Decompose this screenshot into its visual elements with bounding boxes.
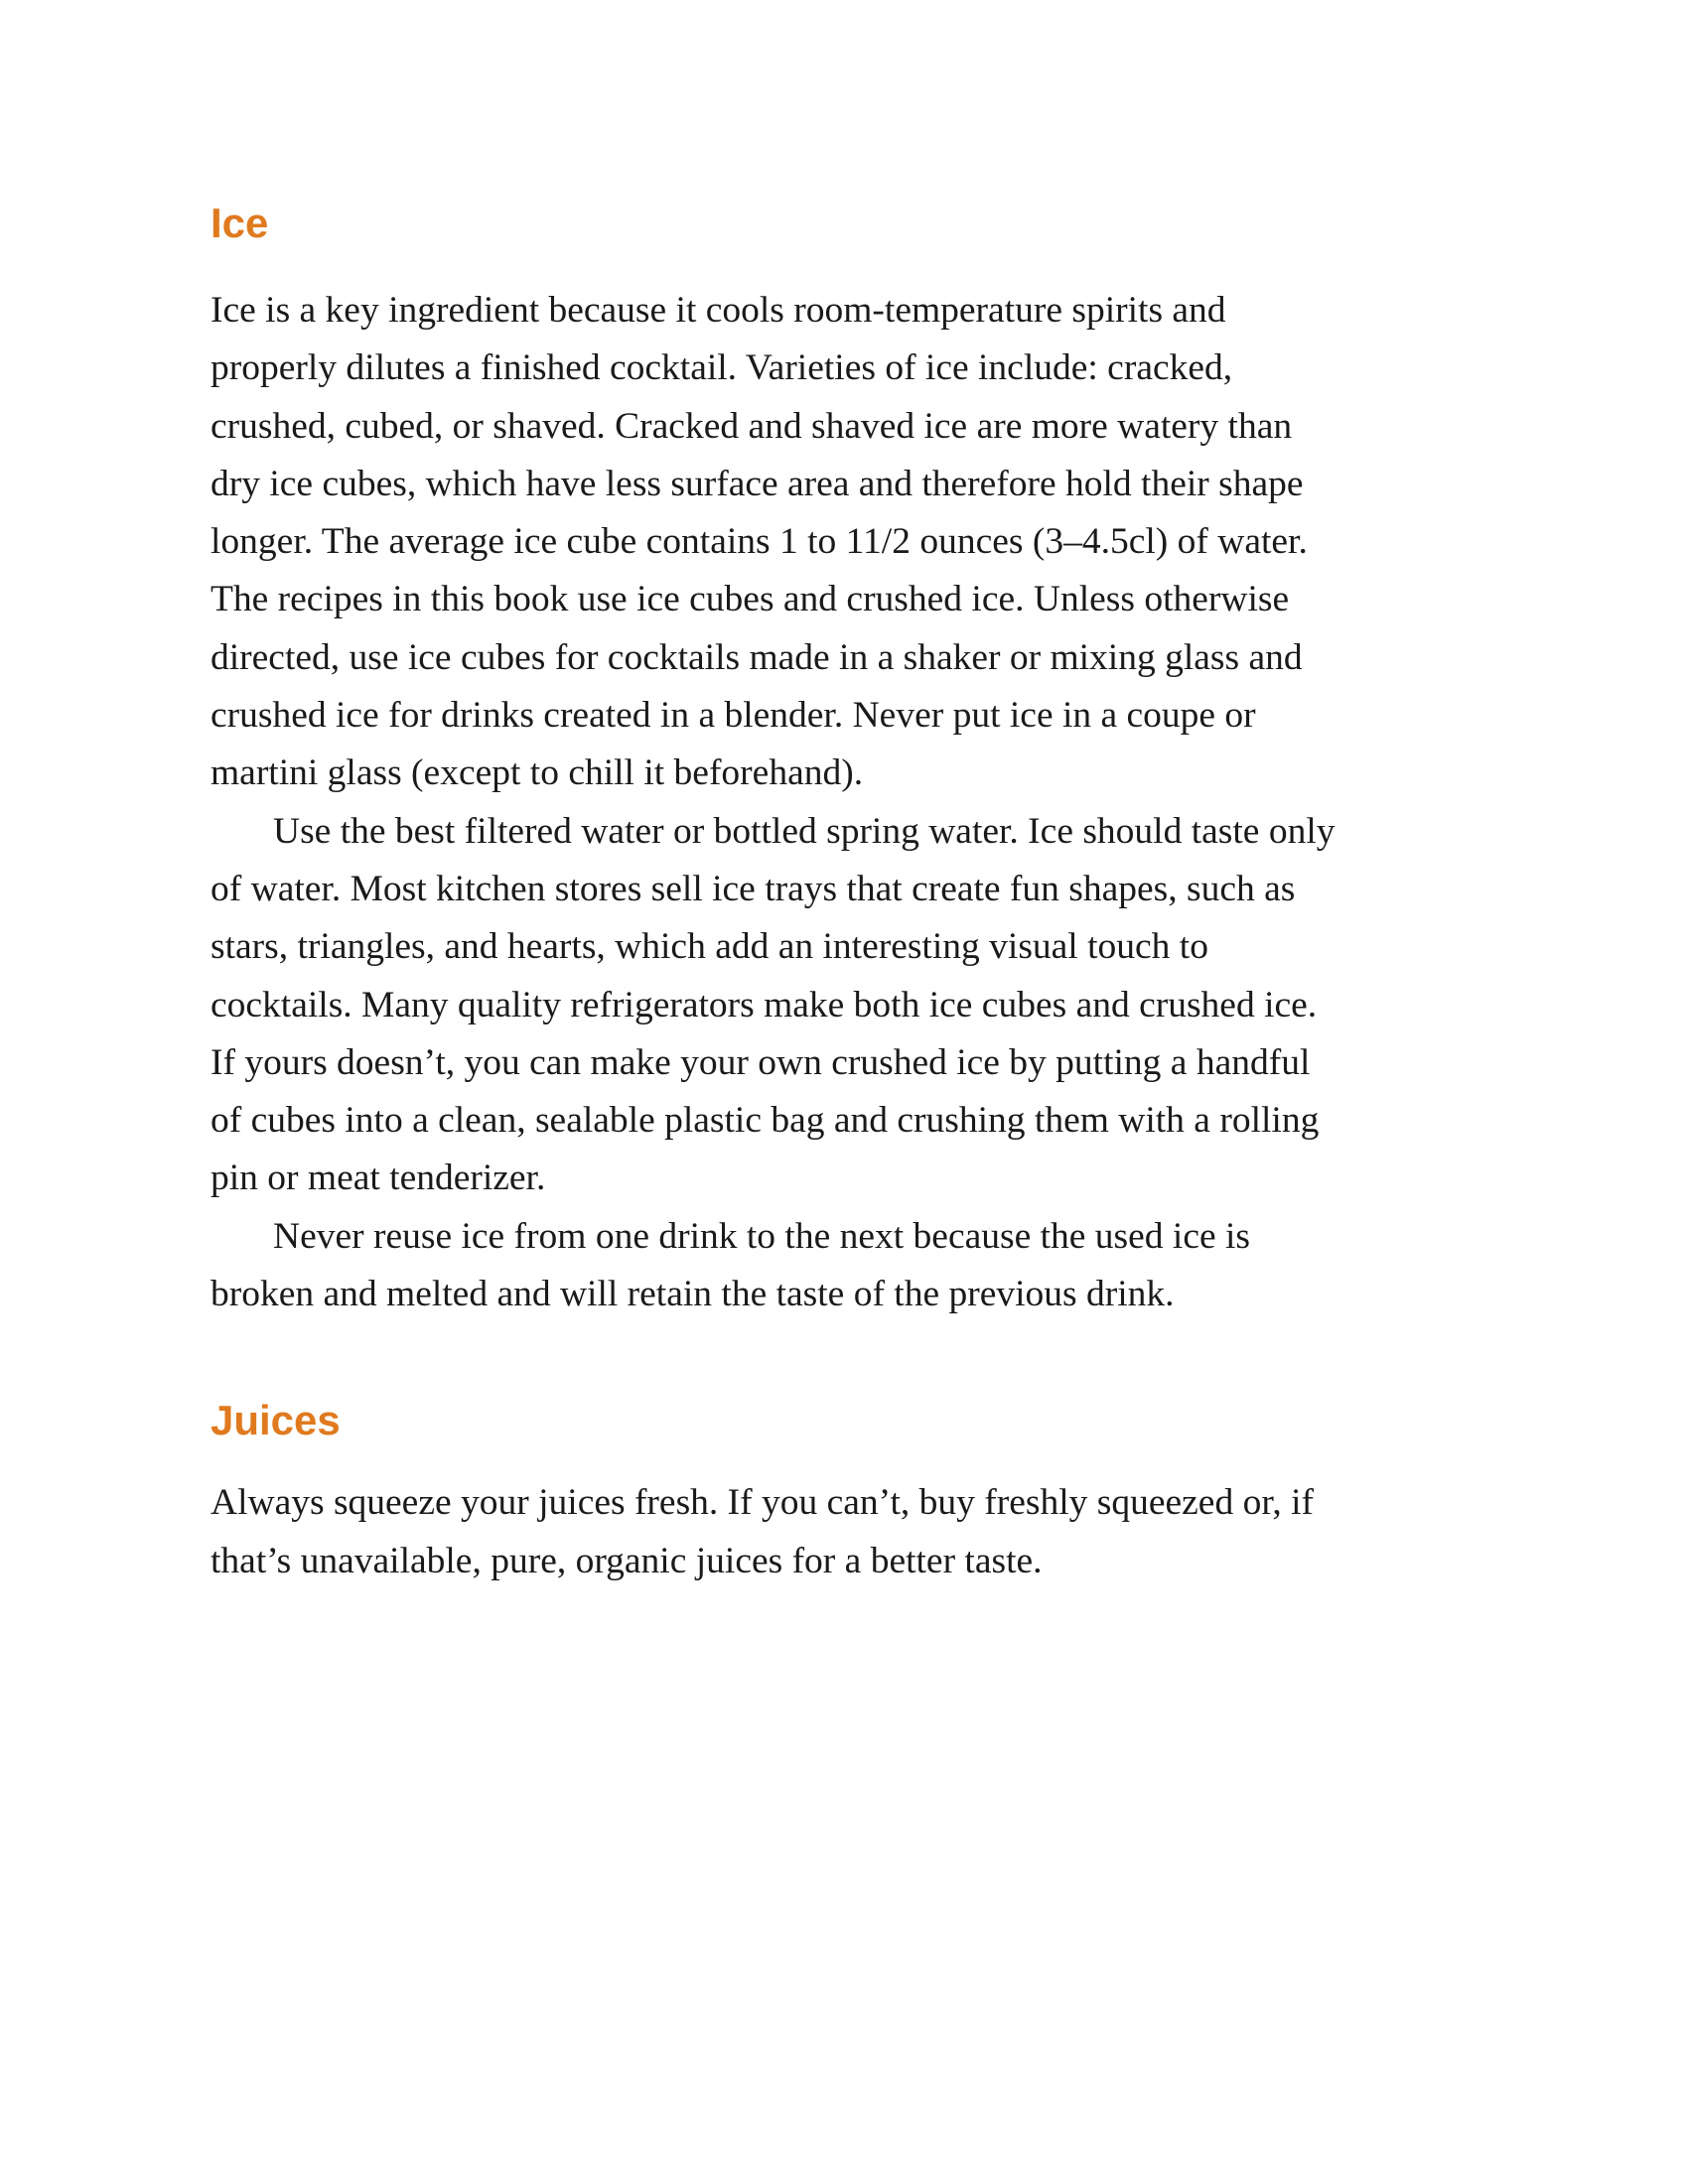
text-line: crushed ice for drinks created in a blender. Never put ice in a coupe or — [211, 695, 1256, 737]
text-line: cocktails. Many quality refrigerators make both ice cubes and crushed ice. — [211, 984, 1318, 1025]
section-heading-ice: Ice — [211, 200, 269, 246]
paragraph-ice-2 — [211, 803, 1501, 1208]
text-line: Ice is a key ingredient because it cools room-temperature spirits and — [211, 290, 1226, 331]
text-line: longer. The average ice cube contains 1 to 11/2 ounces (3–4.5cl) of water. — [211, 521, 1308, 563]
text-line: The recipes in this book use ice cubes and crushed ice. Unless otherwise — [211, 579, 1290, 620]
text-line: broken and melted and will retain the taste of the previous drink. — [211, 1274, 1175, 1315]
text-line: that’s unavailable, pure, organic juices for a better taste. — [211, 1540, 1043, 1581]
text-line: dry ice cubes, which have less surface area and therefore hold their shape — [211, 463, 1304, 504]
text-line: Use the best filtered water or bottled spring water. Ice should taste only — [273, 810, 1336, 852]
text-line: pin or meat tenderizer. — [211, 1158, 546, 1199]
text-line: martini glass (except to chill it beforehand). — [211, 752, 864, 794]
text-line: Never reuse ice from one drink to the next because the used ice is — [273, 1215, 1250, 1257]
text-line: of cubes into a clean, sealable plastic bag and crushing them with a rolling — [211, 1100, 1320, 1142]
paragraph-ice-3 — [211, 1208, 1501, 1324]
section-body-ice — [211, 282, 1501, 1323]
text-line: of water. Most kitchen stores sell ice trays that create fun shapes, such as — [211, 868, 1296, 909]
text-line: stars, triangles, and hearts, which add an interesting visual touch to — [211, 926, 1208, 968]
text-line: Always squeeze your juices fresh. If you can’t, buy freshly squeezed or, if — [211, 1482, 1314, 1524]
text-line: If yours doesn’t, you can make your own crushed ice by putting a handful — [211, 1041, 1311, 1083]
document-page — [211, 194, 1501, 1590]
text-line: properly dilutes a finished cocktail. Varieties of ice include: cracked, — [211, 347, 1233, 389]
text-line: directed, use ice cubes for cocktails made in a shaker or mixing glass and — [211, 636, 1303, 678]
paragraph-ice-1 — [211, 282, 1501, 803]
paragraph-juices-1 — [211, 1474, 1501, 1590]
text-line: crushed, cubed, or shaved. Cracked and shaved ice are more watery than — [211, 405, 1293, 447]
section-body-juices — [211, 1474, 1501, 1590]
section-heading-juices: Juices — [211, 1397, 341, 1444]
